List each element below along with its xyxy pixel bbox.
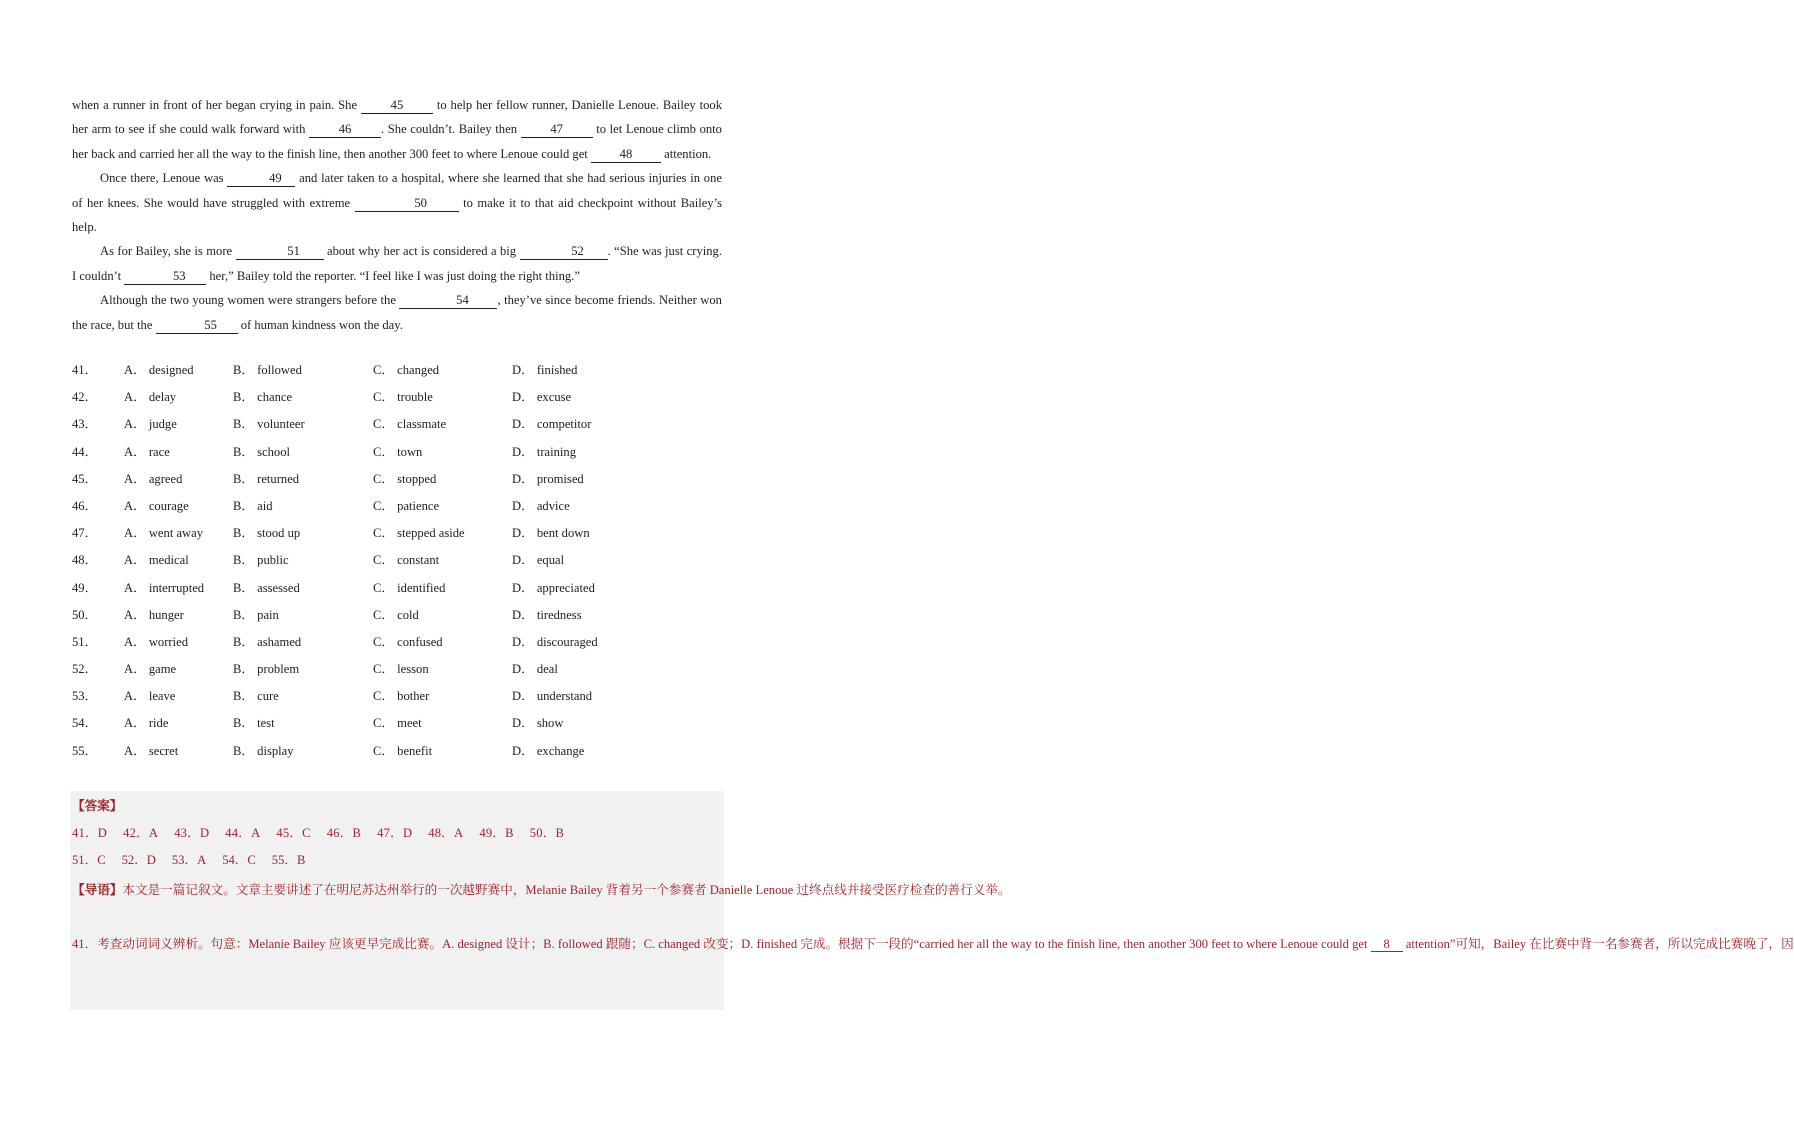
guide-text: 本文是一篇记叙文。文章主要讲述了在明尼苏达州举行的一次越野赛中，Melanie Bailey 背着另一个参赛者 Danielle Lenoue 过终点线并接受医疗检查的善行义举。 [122,883,1011,897]
question-number: 47． [72,526,98,541]
question-number: 54． [72,716,98,731]
answer-item: 48．A [428,826,464,840]
option-b: B． volunteer [233,417,305,432]
option-a: A． leave [124,689,176,704]
option-d: D． advice [512,498,570,513]
text: to make it to that aid checkpoint without Bailey’s help. [72,195,722,235]
text: to let Lenoue climb onto her back and carried her all the way to the finish line, then another 300 feet to where Lenoue could get [72,122,722,161]
option-a: A． worried [124,634,189,649]
option-b: B． public [233,553,289,568]
option-d: D． appreciated [512,580,595,595]
option-b: B． aid [233,498,273,513]
text: . “She was just crying. I couldn’t [72,244,722,283]
option-a: A． medical [124,553,189,568]
option-a: A． delay [124,390,177,405]
answer-item: 53．A [171,853,207,867]
blank-55: 55 [156,317,238,334]
question-number: 45． [72,471,98,486]
answer-item: 51．C [72,853,106,867]
paragraph-1 [72,93,722,166]
option-b: B． cure [233,689,279,704]
text: , they’ve since become friends. Neither won the race, but the [72,293,722,332]
option-c: C． stopped [373,471,437,486]
blank-52: 52 [520,243,608,260]
blank-50: 50 [355,195,459,212]
option-row [72,741,722,768]
text: her,” Bailey told the reporter. “I feel like I was just doing the right thing.” [206,268,580,283]
text: Once there, Lenoue was [100,171,228,186]
question-number: 49． [72,580,98,595]
answer-item: 42．A [123,826,159,840]
answer-item: 46．B [326,826,362,840]
option-row [72,496,722,523]
question-number: 44． [72,444,98,459]
blank-45: 45 [361,97,433,114]
option-d: D． discouraged [512,634,598,649]
option-row [72,360,722,387]
option-row [72,414,722,441]
text: . She couldn’t. Bailey then [381,122,521,137]
guide-tag: 【导语】 [72,883,123,897]
option-row [72,550,722,577]
option-c: C． meet [373,716,422,731]
text: about why her act is considered a big [323,244,520,259]
paragraph-4 [72,288,722,337]
option-a: A． agreed [124,471,183,486]
option-b: B． stood up [233,526,301,541]
option-b: B． assessed [233,580,300,595]
option-d: D． exchange [512,743,585,758]
option-d: D． finished [512,363,578,377]
option-d: D． deal [512,662,558,677]
answer-item: 54．C [222,853,256,867]
answer-item: 50．B [529,826,565,840]
answer-item: 47．D [377,826,413,840]
option-d: D． excuse [512,390,572,405]
blank-46: 46 [309,121,381,138]
question-number: 46． [72,498,98,513]
option-d: D． understand [512,689,593,704]
option-b: B． pain [233,607,279,622]
option-a: A． courage [124,498,189,513]
blank-48: 48 [591,146,661,163]
option-row [72,523,722,550]
text: attention. [660,146,712,161]
question-number: 41． [72,363,98,377]
paragraph-2 [72,166,722,239]
option-row [72,686,722,713]
option-d: D． equal [512,553,565,568]
option-d: D． promised [512,471,584,486]
text: to help her fellow runner, Danielle Lenoue. Bailey took her arm to see if she could walk forward with [72,98,723,137]
option-d: D． tiredness [512,607,582,622]
option-b: B． test [233,716,275,731]
option-a: A． went away [124,526,204,541]
option-a: A． interrupted [124,580,205,595]
option-row [72,659,722,686]
answer-section [70,791,1794,1010]
options-list [72,360,722,768]
option-row [72,442,722,469]
answer-item: 52．D [121,853,156,867]
option-c: C． lesson [373,662,429,677]
text: Although the two young women were strangers before the [100,293,400,308]
option-d: D． competitor [512,417,592,432]
option-c: C． patience [373,498,440,513]
answer-item: 41．D [72,826,108,840]
answer-item: 49．B [479,826,514,840]
question-number: 52． [72,662,98,677]
question-number: 48． [72,553,98,568]
option-b: B． display [233,743,294,758]
option-c: C． cold [373,607,419,622]
option-row [72,387,722,414]
answer-item: 45．C [276,826,311,840]
option-d: D． bent down [512,526,590,541]
blank-47: 47 [521,121,593,138]
option-c: C． benefit [373,743,433,758]
option-a: A． race [124,444,170,459]
text: of human kindness won the day. [237,317,403,332]
question-number: 42． [72,390,98,405]
option-b: B． followed [233,363,302,377]
paragraph-3 [72,239,722,288]
cloze-passage [72,93,722,337]
text: when a runner in front of her began crying in pain. She [72,98,361,112]
option-c: C． changed [373,363,440,377]
explain-text: 41．考查动词词义辨析。句意：Melanie Bailey 应该更早完成比赛。A. designed 设计；B. followed 跟随；C. changed 改变；D. finished 完成。根据下一段的“carried her all the way to the finish line, then another 300 feet to where Lenoue could get [72,937,1371,951]
question-number: 51． [72,634,98,649]
option-a: A． judge [124,417,177,432]
answer-item: 44．A [225,826,261,840]
text: and later taken to a hospital, where she learned that she had serious injuries in one of her knees. She would have struggled with extreme [72,171,722,210]
answer-item: 43．D [174,826,210,840]
option-d: D． training [512,444,577,459]
option-c: C． stepped aside [373,526,465,541]
option-a: A． game [124,662,177,677]
option-c: C． trouble [373,390,433,405]
option-row [72,469,722,496]
option-c: C． confused [373,634,443,649]
text: As for Bailey, she is more [100,244,236,259]
answer-title: 【答案】 [72,799,123,813]
question-number: 43． [72,417,98,432]
question-number: 50． [72,607,98,622]
blank-54: 54 [399,292,497,309]
option-row [72,578,722,605]
guide-paragraph [72,877,1011,904]
option-c: C． classmate [373,417,447,432]
option-a: A． secret [124,743,179,758]
option-b: B． school [233,444,291,459]
option-d: D． show [512,716,564,731]
option-c: C． bother [373,689,430,704]
answer-row-2 [72,849,321,868]
answer-row-1 [72,822,580,841]
blank-53: 53 [124,268,206,285]
option-b: B． ashamed [233,634,302,649]
option-b: B． chance [233,390,293,405]
option-b: B． problem [233,662,300,677]
explain-text: attention”可知，Bailey 在比赛中背一名参赛者，所以完成比赛晚了，因 [1402,937,1794,951]
option-row [72,605,722,632]
option-a: A． hunger [124,607,184,622]
option-a: A． designed [124,363,194,377]
blank-51: 51 [236,243,324,260]
option-c: C． constant [373,553,440,568]
option-c: C． town [373,444,423,459]
question-number: 53． [72,689,98,704]
answer-item: 55．B [271,853,306,867]
explanation-41 [72,931,1794,958]
blank-49: 49 [227,170,295,187]
option-row [72,713,722,740]
option-c: C． identified [373,580,446,595]
question-number: 55． [72,743,98,758]
explain-blank: 8 [1371,937,1403,952]
option-b: B． returned [233,471,300,486]
option-row [72,632,722,659]
option-a: A． ride [124,716,169,731]
